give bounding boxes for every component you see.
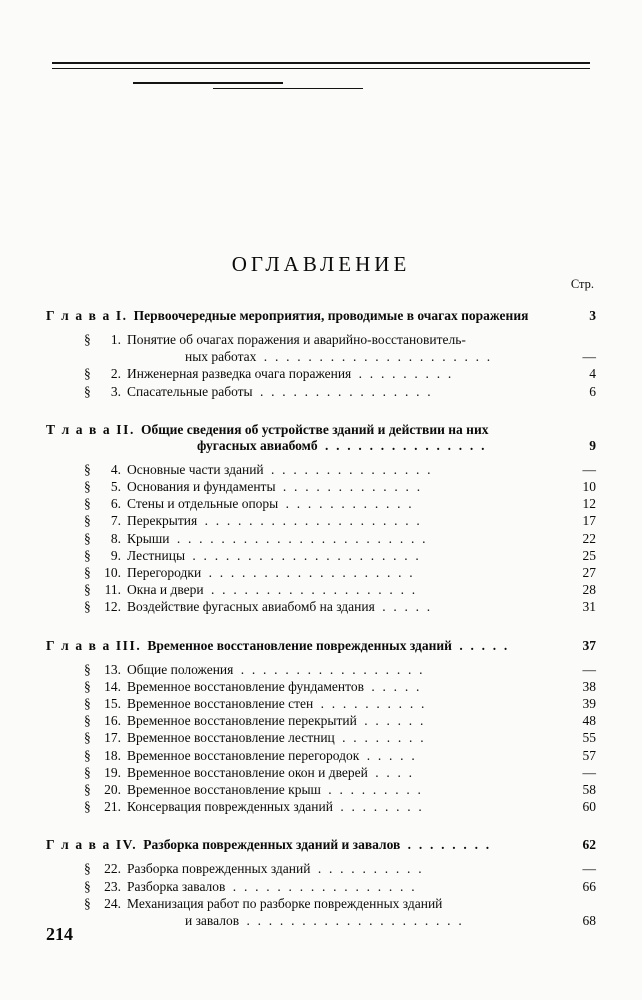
chapter-title: Временное восстановление поврежденных зданий . . . . . — [147, 637, 510, 653]
section-mark: § — [84, 878, 91, 894]
toc-section-row[interactable] — [84, 530, 596, 547]
page-title: ОГЛАВЛЕНИЕ — [231, 252, 411, 276]
header-rule-thick — [52, 62, 590, 64]
section-mark: § — [84, 547, 91, 563]
page-column-label: Стр. — [570, 277, 594, 291]
chapter-title: Первоочередные мероприятия, проводимые в очагах поражения — [133, 308, 529, 323]
section-page-number: 27 — [582, 565, 596, 581]
section-title: Разборка завалов . . . . . . . . . . . . . . . . . — [127, 878, 417, 894]
section-number: 12. — [104, 599, 121, 615]
section-number: 15. — [104, 696, 121, 712]
section-page-number: 68 — [582, 913, 596, 929]
toc-section-row[interactable] — [84, 695, 596, 712]
toc-section-row[interactable] — [84, 798, 596, 815]
section-number: 11. — [104, 582, 121, 598]
chapter-title: Общие сведения об устройстве зданий и действии на них фугасных авиабомб . . . . . . . . . . . . . . . — [140, 421, 489, 453]
toc-section-row[interactable] — [84, 878, 596, 895]
section-title: Временное восстановление лестниц . . . . . . . . — [127, 730, 426, 746]
section-mark: § — [84, 861, 91, 877]
section-page-number: — — [582, 661, 596, 677]
section-number: 20. — [104, 782, 121, 798]
header-rule-short-thin — [213, 88, 363, 89]
toc-section-row[interactable] — [84, 495, 596, 512]
section-number: 13. — [104, 661, 121, 677]
section-mark: § — [84, 661, 91, 677]
section-number: 18. — [104, 747, 121, 763]
section-number: 16. — [104, 713, 121, 729]
section-page-number: 12 — [582, 496, 596, 512]
section-page-number: — — [582, 349, 596, 365]
section-mark: § — [84, 530, 91, 546]
section-mark: § — [84, 678, 91, 694]
toc-section-row[interactable] — [84, 365, 596, 382]
section-mark: § — [84, 513, 91, 529]
section-title: Стены и отдельные опоры . . . . . . . . . . . . — [127, 496, 414, 512]
section-title: Временное восстановление перекрытий . . . . . . — [127, 713, 426, 729]
toc-section-row[interactable] — [84, 895, 596, 912]
section-mark: § — [84, 599, 91, 615]
section-page-number: 55 — [582, 730, 596, 746]
chapter-page-number: 3 — [589, 308, 596, 323]
section-title: Окна и двери . . . . . . . . . . . . . . . . . . . — [127, 582, 418, 598]
section-title: Временное восстановление фундаментов . . . . . — [127, 678, 422, 694]
section-number: 10. — [104, 565, 121, 581]
chapter-label: Г л а в а I. — [46, 308, 128, 323]
section-mark: § — [84, 730, 91, 746]
section-page-number: 10 — [582, 479, 596, 495]
section-title: Временное восстановление перегородок . . . . . — [127, 747, 417, 763]
chapter-title: Разборка поврежденных зданий и завалов . . . . . . . . — [143, 837, 492, 853]
section-mark: § — [84, 479, 91, 495]
section-title: Лестницы . . . . . . . . . . . . . . . . . . . . . — [127, 547, 421, 563]
toc-section-row[interactable] — [84, 598, 596, 615]
section-number: 5. — [110, 479, 121, 495]
section-page-number: — — [582, 861, 596, 877]
section-number: 21. — [104, 799, 121, 815]
toc-section-row[interactable] — [84, 331, 596, 348]
section-mark: § — [84, 332, 91, 347]
toc-section-row-continuation[interactable] — [84, 912, 596, 929]
section-title: Перекрытия . . . . . . . . . . . . . . . . . . . . — [127, 513, 423, 529]
chapter-page-number: 62 — [582, 837, 596, 853]
section-page-number: 6 — [589, 383, 596, 399]
section-title: Временное восстановление стен . . . . . . . . . . — [127, 696, 427, 712]
chapter-page-number: 9 — [589, 437, 596, 453]
section-mark: § — [84, 782, 91, 798]
header-rule-short-thick — [133, 82, 283, 84]
section-number: 7. — [110, 513, 121, 529]
section-title: Инженерная разведка очага поражения . . . . . . . . . — [127, 366, 454, 382]
chapter-1-sections — [0, 331, 642, 400]
section-page-number: — — [582, 764, 596, 780]
section-mark: § — [84, 366, 91, 382]
section-page-number: 57 — [582, 747, 596, 763]
toc-section-row[interactable] — [84, 764, 596, 781]
section-number: 19. — [104, 764, 121, 780]
section-page-number: 4 — [589, 366, 596, 382]
section-page-number: 17 — [582, 513, 596, 529]
section-page-number: 28 — [582, 582, 596, 598]
section-page-number: — — [582, 461, 596, 477]
section-title: Понятие об очагах поражения и аварийно-восстановитель- — [127, 332, 466, 347]
toc-section-row[interactable] — [84, 781, 596, 798]
toc-section-row[interactable] — [84, 678, 596, 695]
toc-section-row[interactable] — [84, 461, 596, 478]
section-title: Перегородки . . . . . . . . . . . . . . . . . . . — [127, 565, 415, 581]
folio-page-number: 214 — [46, 924, 73, 944]
toc-section-row[interactable] — [84, 661, 596, 678]
toc-chapter-heading[interactable] — [0, 308, 642, 324]
toc-section-row[interactable] — [84, 564, 596, 581]
toc-chapter-heading[interactable] — [0, 837, 642, 853]
section-title: Крыши . . . . . . . . . . . . . . . . . . . . . . . — [127, 530, 428, 546]
section-mark: § — [84, 383, 91, 399]
section-number: 17. — [104, 730, 121, 746]
section-page-number: 58 — [582, 782, 596, 798]
chapter-label: Т л а в а II. — [46, 421, 135, 437]
section-title: Общие положения . . . . . . . . . . . . . . . . . — [127, 661, 425, 677]
chapter-label: Г л а в а IV. — [46, 837, 138, 853]
chapter-4-sections — [0, 860, 642, 929]
toc-section-row[interactable] — [84, 860, 596, 877]
section-title: Временное восстановление окон и дверей . . . . — [127, 764, 415, 780]
section-number: 24. — [104, 895, 121, 911]
section-page-number: 39 — [582, 696, 596, 712]
section-mark: § — [84, 582, 91, 598]
chapter-page-number: 37 — [582, 637, 596, 653]
header-rule-thin — [52, 68, 590, 69]
section-number: 23. — [104, 878, 121, 894]
section-mark: § — [84, 764, 91, 780]
section-title: Механизация работ по разборке поврежденных зданий — [127, 895, 443, 911]
section-title: Разборка поврежденных зданий . . . . . . . . . . — [127, 861, 424, 877]
section-mark: § — [84, 496, 91, 512]
section-page-number: 22 — [582, 530, 596, 546]
toc-section-row[interactable] — [84, 729, 596, 746]
section-mark: § — [84, 565, 91, 581]
section-page-number: 25 — [582, 547, 596, 563]
section-number: 4. — [110, 461, 121, 477]
section-title-line2: ных работах . . . . . . . . . . . . . . . . . . . . . — [185, 349, 493, 365]
section-mark: § — [84, 747, 91, 763]
toc-section-row[interactable] — [84, 547, 596, 564]
section-number: 3. — [110, 383, 121, 399]
section-page-number: 31 — [582, 599, 596, 615]
section-number: 22. — [104, 861, 121, 877]
table-of-contents — [0, 292, 642, 929]
section-page-number: 48 — [582, 713, 596, 729]
section-page-number: 66 — [582, 878, 596, 894]
section-number: 14. — [104, 678, 121, 694]
section-number: 1. — [110, 332, 121, 347]
toc-section-row[interactable] — [84, 581, 596, 598]
section-number: 2. — [110, 366, 121, 382]
section-title: Основные части зданий . . . . . . . . . . . . . . . — [127, 461, 433, 477]
toc-chapter-heading[interactable] — [0, 422, 642, 454]
section-mark: § — [84, 713, 91, 729]
section-page-number: 60 — [582, 799, 596, 815]
toc-section-row-continuation[interactable] — [84, 348, 596, 365]
section-number: 9. — [110, 547, 121, 563]
section-page-number: 38 — [582, 678, 596, 694]
section-mark: § — [84, 461, 91, 477]
section-title: Временное восстановление крыш . . . . . . . . . — [127, 782, 424, 798]
section-title-line2: и завалов . . . . . . . . . . . . . . . . . . . . — [185, 913, 464, 929]
section-number: 6. — [110, 496, 121, 512]
section-mark: § — [84, 799, 91, 815]
toc-section-row[interactable] — [84, 512, 596, 529]
toc-section-row[interactable] — [84, 383, 596, 400]
toc-section-row[interactable] — [84, 712, 596, 729]
chapter-3-sections — [0, 661, 642, 816]
section-title: Консервация поврежденных зданий . . . . . . . . — [127, 799, 424, 815]
toc-chapter-heading[interactable] — [0, 638, 642, 654]
chapter-2-sections — [0, 461, 642, 616]
section-title: Спасательные работы . . . . . . . . . . . . . . . . — [127, 383, 433, 399]
section-title: Основания и фундаменты . . . . . . . . . . . . . — [127, 479, 423, 495]
toc-section-row[interactable] — [84, 747, 596, 764]
section-mark: § — [84, 895, 91, 911]
section-number: 8. — [110, 530, 121, 546]
toc-section-row[interactable] — [84, 478, 596, 495]
chapter-label: Г л а в а III. — [46, 637, 142, 653]
section-mark: § — [84, 696, 91, 712]
section-title: Воздействие фугасных авиабомб на здания . . . . . — [127, 599, 433, 615]
